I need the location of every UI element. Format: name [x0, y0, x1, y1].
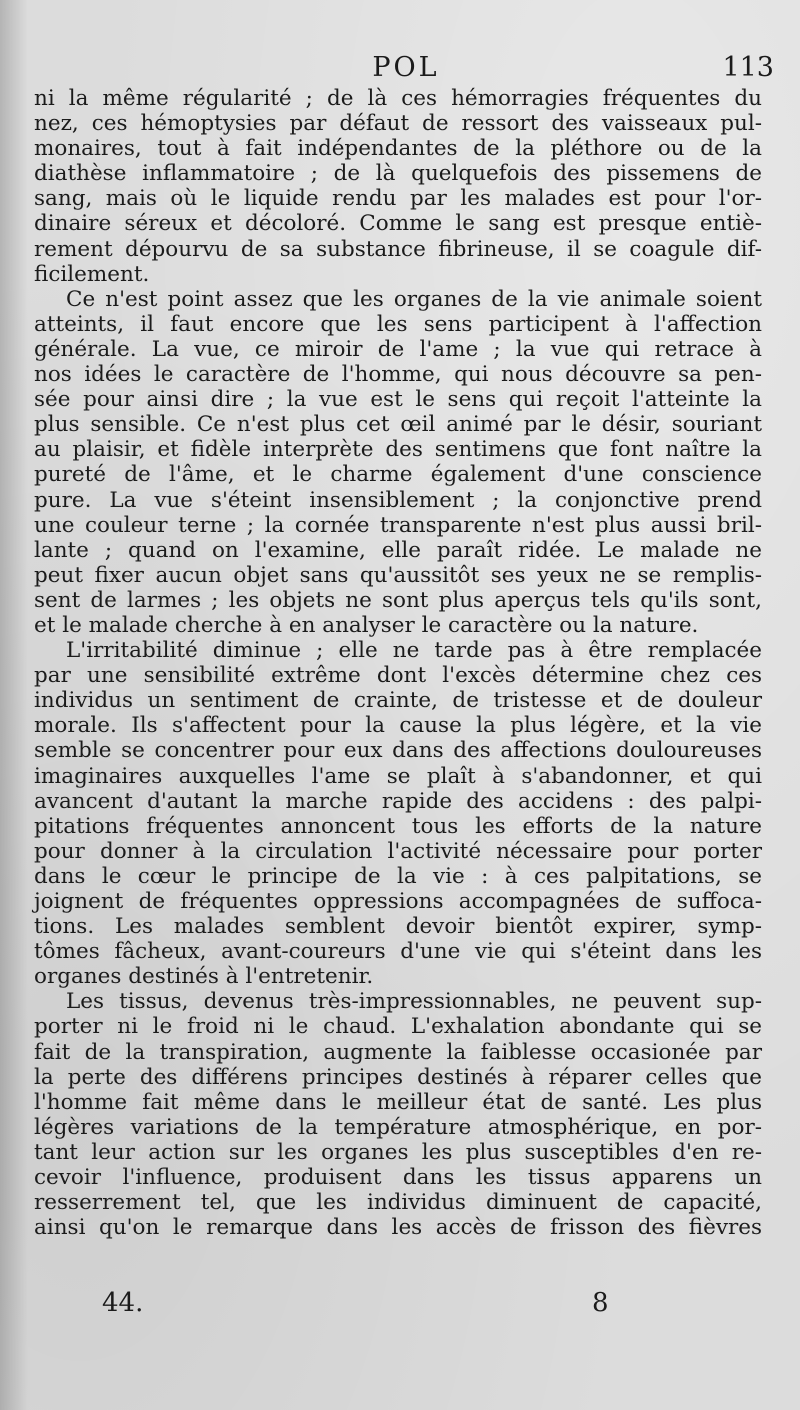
text-line: sent de larmes ; les objets ne sont plus aperçus tels qu'ils sont, — [34, 587, 762, 613]
text-line: l'homme fait même dans le meilleur état de santé. Les plus — [34, 1089, 762, 1115]
text-line: pure. La vue s'éteint insensiblement ; la conjonctive prend — [34, 487, 762, 513]
running-head: POL — [372, 52, 440, 83]
text-line: sang, mais où le liquide rendu par les malades est pour l'or- — [34, 186, 762, 212]
text-line: pureté de l'âme, et le charme également d'une conscience — [34, 462, 762, 488]
body-text — [34, 86, 762, 1240]
text-line: imaginaires auxquelles l'ame se plaît à s'abandonner, et qui — [34, 763, 762, 789]
text-line: tant leur action sur les organes les plus susceptibles d'en re- — [34, 1139, 762, 1165]
text-line: ainsi qu'on le remarque dans les accès de frisson des fièvres — [34, 1215, 762, 1241]
text-line: semble se concentrer pour eux dans des affections douloureuses — [34, 738, 762, 764]
text-line: cevoir l'influence, produisent dans les tissus apparens un — [34, 1165, 762, 1191]
text-line: Les tissus, devenus très-impressionnables, ne peuvent sup- — [66, 989, 762, 1015]
text-line: peut fixer aucun objet sans qu'aussitôt ses yeux ne se remplis- — [34, 562, 762, 588]
text-line: générale. La vue, ce miroir de l'ame ; la vue qui retrace à — [34, 336, 762, 362]
page-header — [30, 52, 782, 86]
page-number: 113 — [722, 52, 774, 83]
text-line: individus un sentiment de crainte, de tristesse et de douleur — [34, 688, 762, 714]
text-line: par une sensibilité extrême dont l'excès détermine chez ces — [34, 663, 762, 689]
text-line: pour donner à la circulation l'activité nécessaire pour porter — [34, 838, 762, 864]
text-line: joignent de fréquentes oppressions accompagnées de suffoca- — [34, 889, 762, 914]
text-line: fait de la transpiration, augmente la faiblesse occasionée par — [34, 1039, 762, 1065]
text-line: au plaisir, et fidèle interprète des sentimens que font naître la — [34, 437, 762, 463]
page-footer — [30, 1288, 782, 1320]
text-line: Ce n'est point assez que les organes de la vie animale soient — [66, 286, 762, 312]
text-line: tions. Les malades semblent devoir bientôt expirer, symp- — [34, 914, 762, 940]
text-line: une couleur terne ; la cornée transparente n'est plus aussi bril- — [34, 512, 762, 538]
text-line: légères variations de la température atmosphérique, en por- — [34, 1114, 762, 1140]
text-line: nos idées le caractère de l'homme, qui nous découvre sa pen- — [34, 362, 762, 388]
text-line: resserrement tel, que les individus diminuent de capacité, — [34, 1190, 762, 1216]
text-line: atteints, il faut encore que les sens participent à l'affection — [34, 311, 762, 337]
text-line: lante ; quand on l'examine, elle paraît ridée. Le malade ne — [34, 537, 762, 563]
text-line: et le malade cherche à en analyser le caractère ou la nature. — [34, 612, 699, 638]
text-line: la perte des différens principes destinés à réparer celles que — [34, 1064, 762, 1090]
gathering-number: 8 — [592, 1288, 609, 1318]
text-line: diathèse inflammatoire ; de là quelquefois des pissemens de — [34, 161, 762, 187]
text-line: morale. Ils s'affectent pour la cause la plus légère, et la vie — [34, 713, 762, 739]
text-line: dans le cœur le principe de la vie : à ces palpitations, se — [34, 863, 762, 889]
text-line: rement dépourvu de sa substance fibrineuse, il se coagule dif- — [34, 236, 762, 262]
text-line: porter ni le froid ni le chaud. L'exhalation abondante qui se — [34, 1014, 762, 1040]
text-line: L'irritabilité diminue ; elle ne tarde pas à être remplacée — [66, 638, 762, 664]
text-line: sée pour ainsi dire ; la vue est le sens qui reçoit l'atteinte la — [34, 387, 762, 413]
text-line: nez, ces hémoptysies par défaut de ressort des vaisseaux pul- — [34, 111, 762, 137]
signature-mark: 44. — [102, 1288, 144, 1318]
text-line: ni la même régularité ; de là ces hémorragies fréquentes du — [34, 86, 762, 111]
page-gutter-shadow — [0, 0, 28, 1410]
text-line: plus sensible. Ce n'est plus cet œil animé par le désir, souriant — [34, 412, 762, 438]
text-line: tômes fâcheux, avant-coureurs d'une vie qui s'éteint dans les — [34, 939, 762, 965]
text-line: monaires, tout à fait indépendantes de la pléthore ou de la — [34, 136, 762, 162]
text-line: dinaire séreux et décoloré. Comme le sang est presque entiè- — [34, 211, 762, 237]
text-line: ficilement. — [34, 261, 150, 287]
text-line: pitations fréquentes annoncent tous les efforts de la nature — [34, 813, 762, 839]
text-line: organes destinés à l'entretenir. — [34, 964, 374, 990]
text-line: avancent d'autant la marche rapide des accidens : des palpi- — [34, 788, 762, 814]
